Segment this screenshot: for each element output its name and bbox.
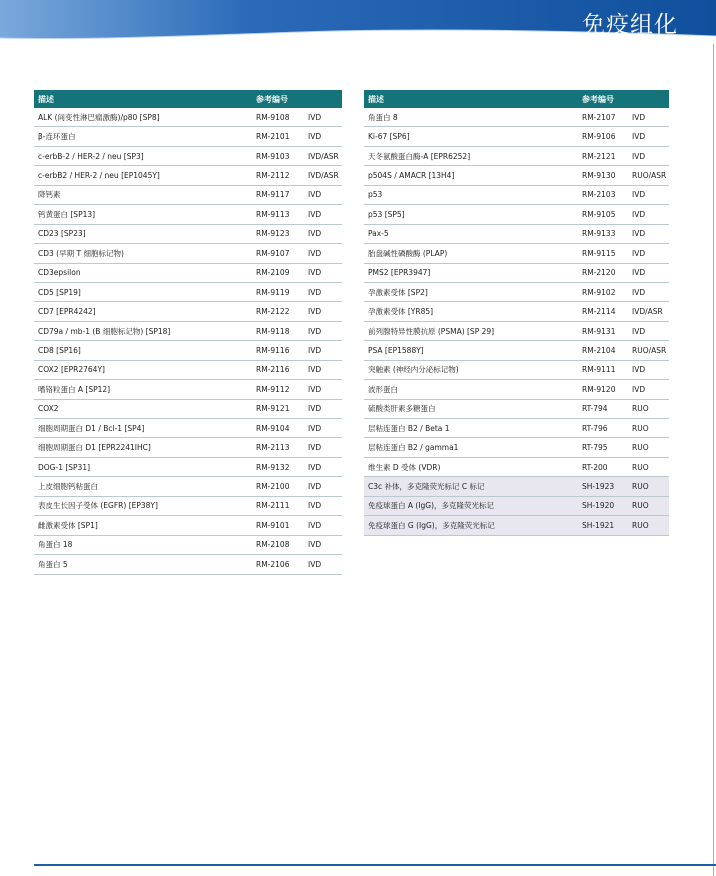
cell-use: IVD <box>308 229 322 239</box>
cell-use: IVD <box>308 209 322 219</box>
table-row <box>364 400 669 419</box>
table-row <box>364 380 669 399</box>
cell-description: 雌激素受体 [SP1] <box>38 520 98 530</box>
cell-use: RUO <box>632 462 649 472</box>
cell-use: RUO <box>632 501 649 511</box>
cell-use: IVD/ASR <box>308 171 339 181</box>
cell-reference: RM-2116 <box>256 365 290 375</box>
table-row <box>364 205 669 224</box>
cell-description: 上皮细胞钙粘蛋白 <box>38 482 98 492</box>
cell-reference: RM-2100 <box>256 482 290 492</box>
table-row <box>364 147 669 166</box>
cell-use: IVD <box>632 151 646 161</box>
cell-reference: RT-794 <box>582 404 608 414</box>
cell-reference: RM-9130 <box>582 171 616 181</box>
column-header-description: 描述 <box>38 94 54 104</box>
cell-use: RUO/ASR <box>632 171 667 181</box>
page-title: 免疫组化 <box>582 12 678 38</box>
cell-reference: RM-9116 <box>256 345 290 355</box>
table-row <box>34 477 342 496</box>
column-header-description: 描述 <box>368 94 384 104</box>
right-product-table <box>364 90 669 536</box>
cell-description: p53 <box>368 190 383 200</box>
cell-description: 细胞周期蛋白 D1 / Bcl-1 [SP4] <box>38 423 145 433</box>
cell-use: IVD <box>632 384 646 394</box>
cell-use: IVD <box>632 190 646 200</box>
cell-description: Ki-67 [SP6] <box>368 132 410 142</box>
cell-reference: RM-2104 <box>582 345 616 355</box>
table-row <box>364 341 669 360</box>
cell-description: 降钙素 <box>38 190 61 200</box>
table-body <box>364 108 669 536</box>
cell-reference: RM-9120 <box>582 384 616 394</box>
cell-reference: RM-9117 <box>256 190 290 200</box>
cell-use: IVD <box>632 268 646 278</box>
cell-use: IVD <box>308 462 322 472</box>
cell-use: IVD <box>308 559 322 569</box>
cell-reference: RM-2120 <box>582 268 616 278</box>
cell-description: 前列腺特异性膜抗原 (PSMA) [SP 29] <box>368 326 495 336</box>
cell-description: COX2 [EPR2764Y] <box>38 365 105 375</box>
table-row <box>34 322 342 341</box>
cell-reference: RM-9108 <box>256 112 290 122</box>
table-row <box>34 361 342 380</box>
cell-reference: RM-2112 <box>256 171 290 181</box>
cell-use: IVD <box>308 501 322 511</box>
cell-description: 维生素 D 受体 (VDR) <box>368 462 441 472</box>
cell-description: CD79a / mb-1 (B 细胞标记物) [SP18] <box>38 326 171 336</box>
cell-use: IVD <box>308 384 322 394</box>
cell-use: IVD <box>308 443 322 453</box>
table-row <box>364 322 669 341</box>
cell-use: IVD <box>308 190 322 200</box>
table-row <box>34 302 342 321</box>
cell-use: IVD <box>632 229 646 239</box>
table-row <box>364 108 669 127</box>
table-row <box>364 458 669 477</box>
left-product-table <box>34 90 342 575</box>
cell-use: RUO <box>632 520 649 530</box>
cell-reference: RM-9123 <box>256 229 290 239</box>
table-row <box>34 127 342 146</box>
cell-reference: SH-1923 <box>582 482 615 492</box>
cell-use: IVD <box>632 112 646 122</box>
cell-description: 孕激素受体 [SP2] <box>368 287 428 297</box>
table-header <box>364 90 669 108</box>
table-row <box>34 555 342 574</box>
table-row <box>364 244 669 263</box>
table-row <box>34 225 342 244</box>
cell-reference: RM-2108 <box>256 540 290 550</box>
cell-reference: RM-2111 <box>256 501 290 511</box>
cell-use: IVD <box>632 365 646 375</box>
cell-reference: RM-9104 <box>256 423 290 433</box>
cell-reference: RM-9132 <box>256 462 290 472</box>
cell-reference: RM-9112 <box>256 384 290 394</box>
cell-reference: RM-2107 <box>582 112 616 122</box>
cell-description: 角蛋白 8 <box>368 112 398 122</box>
cell-use: RUO/ASR <box>632 345 667 355</box>
table-row <box>34 341 342 360</box>
table-row <box>34 400 342 419</box>
cell-description: 天冬氨酸蛋白酶-A [EPR6252] <box>368 151 471 161</box>
table-row <box>34 244 342 263</box>
cell-reference: RT-200 <box>582 462 608 472</box>
table-row <box>34 166 342 185</box>
cell-description: 钙黄蛋白 [SP13] <box>38 209 96 219</box>
cell-description: COX2 <box>38 404 59 414</box>
cell-description: 角蛋白 5 <box>38 559 68 569</box>
cell-reference: RM-2103 <box>582 190 616 200</box>
cell-reference: RM-2109 <box>256 268 290 278</box>
table-row <box>364 264 669 283</box>
cell-reference: RM-9119 <box>256 287 290 297</box>
cell-reference: RM-2113 <box>256 443 290 453</box>
cell-reference: RM-2121 <box>582 151 616 161</box>
cell-use: IVD <box>308 287 322 297</box>
table-row <box>34 108 342 127</box>
cell-description: CD5 [SP19] <box>38 287 81 297</box>
cell-reference: RM-9102 <box>582 287 616 297</box>
cell-use: IVD <box>308 326 322 336</box>
header-band <box>0 0 716 44</box>
column-header-reference: 参考编号 <box>582 94 614 104</box>
cell-use: IVD <box>308 365 322 375</box>
cell-use: IVD <box>308 520 322 530</box>
table-row <box>364 127 669 146</box>
table-row <box>34 438 342 457</box>
cell-use: IVD <box>308 268 322 278</box>
cell-use: IVD <box>308 423 322 433</box>
table-row <box>364 419 669 438</box>
cell-description: DOG-1 [SP31] <box>38 462 91 472</box>
cell-reference: RM-9106 <box>582 132 616 142</box>
cell-reference: RM-9133 <box>582 229 616 239</box>
table-row <box>364 302 669 321</box>
cell-use: IVD <box>632 209 646 219</box>
cell-description: 突触素 (神经内分泌标记物) <box>368 365 459 375</box>
table-row <box>364 477 669 496</box>
cell-reference: RM-9113 <box>256 209 290 219</box>
cell-description: CD23 [SP23] <box>38 229 86 239</box>
table-row <box>34 264 342 283</box>
table-row <box>34 147 342 166</box>
cell-use: RUO <box>632 443 649 453</box>
table-row <box>34 536 342 555</box>
cell-reference: RM-9118 <box>256 326 290 336</box>
table-row <box>364 283 669 302</box>
cell-reference: SH-1921 <box>582 520 615 530</box>
cell-description: CD3 (早期 T 细胞标记物) <box>38 248 124 258</box>
cell-use: IVD <box>308 345 322 355</box>
cell-description: ALK (间变性淋巴瘤激酶)/p80 [SP8] <box>38 112 160 122</box>
cell-reference: RM-9103 <box>256 151 290 161</box>
cell-description: p53 [SP5] <box>368 209 405 219</box>
table-row <box>364 497 669 516</box>
cell-use: IVD <box>308 307 322 317</box>
cell-reference: RM-9115 <box>582 248 616 258</box>
cell-description: 表皮生长因子受体 (EGFR) [EP38Y] <box>38 501 158 511</box>
cell-use: IVD <box>308 482 322 492</box>
cell-use: IVD <box>308 112 322 122</box>
cell-use: IVD <box>308 132 322 142</box>
cell-reference: RM-9105 <box>582 209 616 219</box>
cell-description: c-erbB-2 / HER-2 / neu [SP3] <box>38 151 144 161</box>
cell-description: CD7 [EPR4242] <box>38 307 96 317</box>
table-row <box>34 380 342 399</box>
table-row <box>34 458 342 477</box>
cell-description: PMS2 [EPR3947] <box>368 268 431 278</box>
table-row <box>34 497 342 516</box>
cell-use: RUO <box>632 482 649 492</box>
cell-description: 角蛋白 18 <box>38 540 73 550</box>
cell-description: β-连环蛋白 <box>38 132 76 142</box>
cell-description: CD3epsilon <box>38 268 81 278</box>
cell-reference: SH-1920 <box>582 501 615 511</box>
cell-description: C3c 补体，多克隆荧光标记 C 标记 <box>368 482 485 492</box>
column-header-reference: 参考编号 <box>256 94 288 104</box>
cell-use: RUO <box>632 404 649 414</box>
cell-reference: RM-2122 <box>256 307 290 317</box>
cell-description: 细胞周期蛋白 D1 [EPR2241IHC] <box>38 443 151 453</box>
cell-description: p504S / AMACR [13H4] <box>368 171 455 181</box>
cell-description: 免疫球蛋白 G (IgG)，多克隆荧光标记 <box>368 520 495 530</box>
cell-reference: RM-9111 <box>582 365 616 375</box>
table-row <box>34 205 342 224</box>
cell-description: Pax-5 <box>368 229 389 239</box>
cell-description: 孕激素受体 [YR85] <box>368 307 434 317</box>
table-row <box>34 186 342 205</box>
table-row <box>364 438 669 457</box>
cell-use: IVD/ASR <box>308 151 339 161</box>
cell-description: 免疫球蛋白 A (IgG)，多克隆荧光标记 <box>368 501 495 511</box>
cell-reference: RM-9131 <box>582 326 616 336</box>
cell-reference: RT-795 <box>582 443 608 453</box>
cell-reference: RM-2101 <box>256 132 290 142</box>
cell-description: 层粘连蛋白 B2 / gamma1 <box>368 443 459 453</box>
cell-reference: RM-9107 <box>256 248 290 258</box>
cell-reference: RM-2106 <box>256 559 290 569</box>
cell-reference: RT-796 <box>582 423 608 433</box>
table-row <box>34 283 342 302</box>
cell-reference: RM-9101 <box>256 520 290 530</box>
table-row <box>364 225 669 244</box>
page-edge-rule <box>713 44 714 876</box>
cell-description: 嗜铬粒蛋白 A [SP12] <box>38 384 111 394</box>
table-row <box>34 516 342 535</box>
table-body <box>34 108 342 575</box>
cell-use: IVD <box>632 248 646 258</box>
cell-use: IVD <box>308 404 322 414</box>
cell-description: 硫酸类肝素多糖蛋白 <box>368 404 436 414</box>
cell-description: 胎盘碱性磷酸酶 (PLAP) <box>368 248 448 258</box>
cell-reference: RM-2114 <box>582 307 616 317</box>
cell-use: IVD/ASR <box>632 307 663 317</box>
cell-use: IVD <box>632 287 646 297</box>
table-row <box>364 186 669 205</box>
table-row <box>364 166 669 185</box>
cell-reference: RM-9121 <box>256 404 290 414</box>
cell-description: PSA [EP1588Y] <box>368 345 424 355</box>
cell-description: 层粘连蛋白 B2 / Beta 1 <box>368 423 450 433</box>
table-row <box>364 516 669 535</box>
footer-rule <box>34 864 716 866</box>
cell-use: RUO <box>632 423 649 433</box>
table-header <box>34 90 342 108</box>
cell-use: IVD <box>632 132 646 142</box>
cell-use: IVD <box>308 248 322 258</box>
cell-use: IVD <box>632 326 646 336</box>
cell-description: c-erbB2 / HER-2 / neu [EP1045Y] <box>38 171 160 181</box>
table-row <box>364 361 669 380</box>
cell-description: CD8 [SP16] <box>38 345 81 355</box>
table-row <box>34 419 342 438</box>
cell-description: 波形蛋白 <box>368 384 398 394</box>
cell-use: IVD <box>308 540 322 550</box>
